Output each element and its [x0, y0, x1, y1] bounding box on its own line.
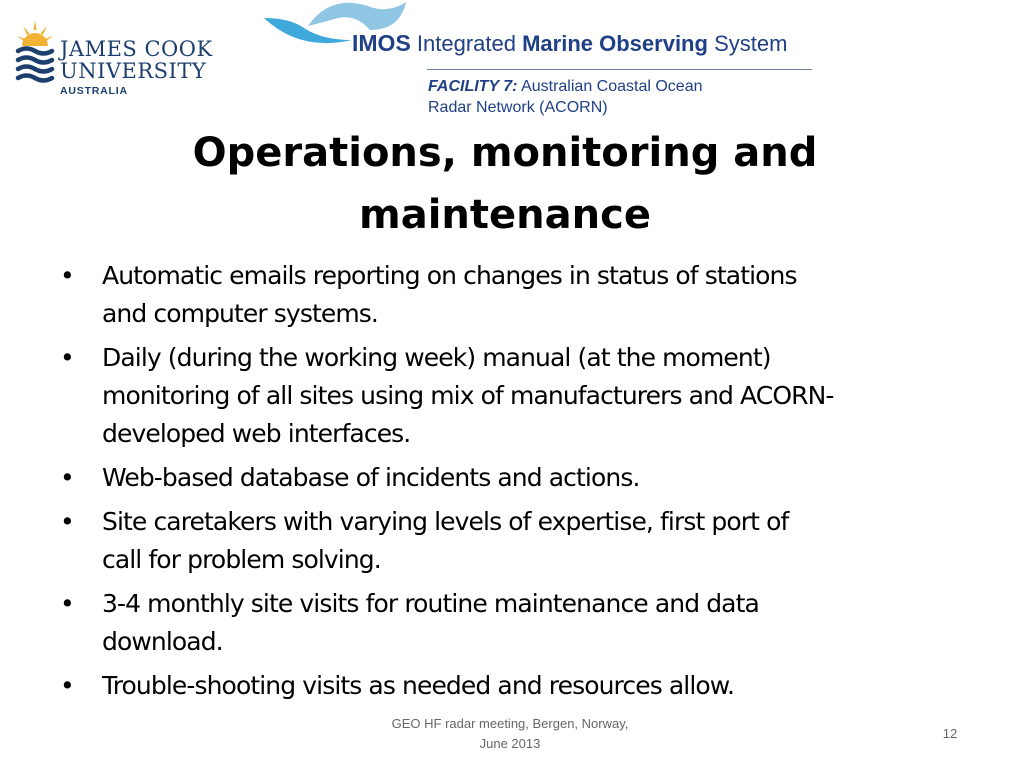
bullet-item: [60, 585, 975, 661]
imos-word-integrated: Integrated: [416, 31, 516, 56]
imos-word-system: System: [714, 31, 788, 56]
bullet-dot-icon: •: [60, 589, 74, 618]
bullet-text-line: Automatic emails reporting on changes in status of stations: [102, 261, 797, 290]
imos-divider: [427, 69, 812, 70]
bullet-text-line: Trouble-shooting visits as needed and resources allow.: [102, 671, 735, 700]
footer-line2: June 2013: [479, 736, 541, 751]
facility-name-1: Australian Coastal Ocean: [521, 78, 703, 95]
bullet-list: [60, 257, 975, 711]
bullet-dot-icon: •: [60, 343, 74, 372]
slide-title: [130, 122, 880, 246]
footer-line1: GEO HF radar meeting, Bergen, Norway,: [391, 716, 629, 731]
jcu-wordmark: [60, 38, 213, 98]
bullet-dot-icon: •: [60, 261, 74, 290]
slide-title-line1: Operations, monitoring and: [192, 130, 818, 176]
jcu-logo: [14, 18, 213, 98]
slide-footer: [360, 714, 660, 754]
imos-word-marine-observing: Marine Observing: [522, 31, 708, 56]
bullet-text-line: Site caretakers with varying levels of expertise, first port of: [102, 507, 789, 536]
bullet-item: [60, 257, 975, 333]
bullet-text-line: developed web interfaces.: [102, 419, 411, 448]
bullet-text-line: Daily (during the working week) manual (at the moment): [102, 343, 771, 372]
bullet-text-line: call for problem solving.: [102, 545, 381, 574]
bullet-text-line: download.: [102, 627, 223, 656]
bullet-item: [60, 339, 975, 453]
bullet-text-line: 3-4 monthly site visits for routine maintenance and data: [102, 589, 759, 618]
jcu-name-line1: JAMES COOK: [60, 37, 213, 61]
jcu-sun-waves-icon: [14, 18, 56, 84]
facility-line1: [428, 76, 703, 97]
imos-wordmark: [352, 30, 787, 57]
imos-acronym: IMOS: [352, 30, 411, 56]
facility-caption: [428, 76, 703, 118]
bullet-item: [60, 667, 975, 705]
bullet-item: [60, 459, 975, 497]
bullet-text-line: monitoring of all sites using mix of manufacturers and ACORN-: [102, 381, 834, 410]
page-number: 12: [942, 726, 958, 741]
bullet-dot-icon: •: [60, 463, 74, 492]
jcu-country: AUSTRALIA: [60, 85, 128, 97]
bullet-dot-icon: •: [60, 671, 74, 700]
jcu-name-line2: UNIVERSITY: [60, 59, 207, 83]
bullet-item: [60, 503, 975, 579]
bullet-text-line: and computer systems.: [102, 299, 378, 328]
facility-name-2: Radar Network (ACORN): [428, 99, 608, 116]
bullet-text-line: Web-based database of incidents and actions.: [102, 463, 640, 492]
bullet-dot-icon: •: [60, 507, 74, 536]
facility-label: FACILITY 7:: [428, 78, 518, 95]
slide-title-line2: maintenance: [359, 192, 651, 238]
